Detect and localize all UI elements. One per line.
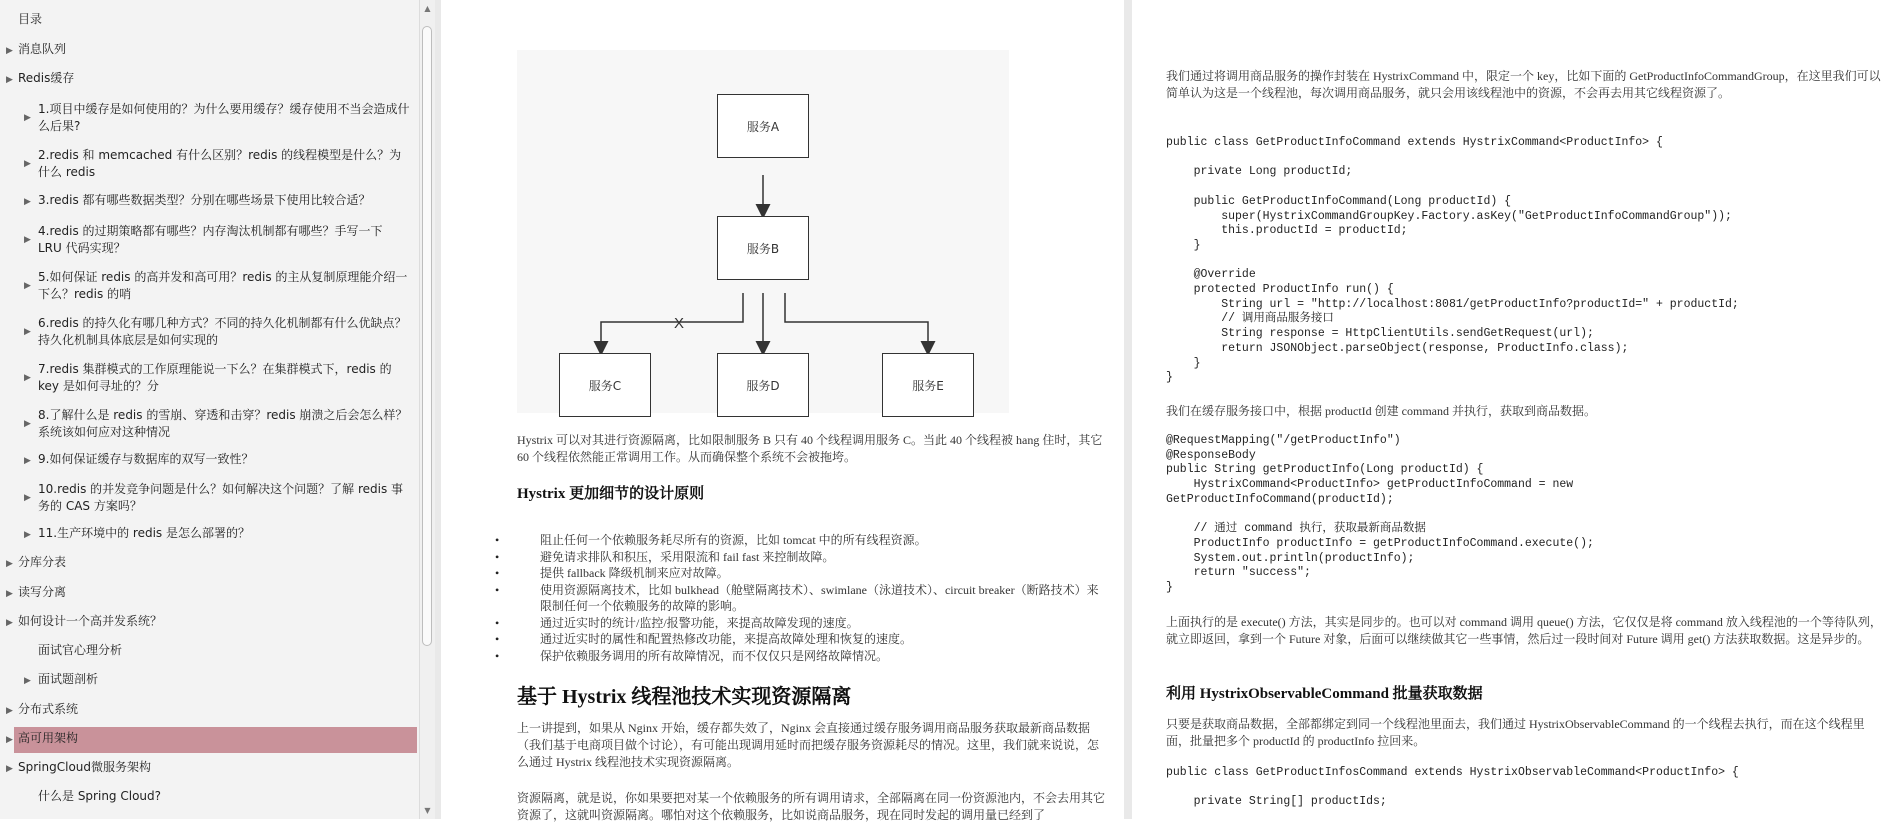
sidebar-item-label: 3.redis 都有哪些数据类型？分别在哪些场景下使用比较合适？ <box>38 193 371 207</box>
expand-arrow-icon[interactable]: ▶ <box>24 493 31 503</box>
expand-arrow-icon[interactable]: ▶ <box>24 197 31 207</box>
code-get-product-info-command: public class GetProductInfoCommand extends HystrixCommand<ProductInfo> { private Long productId; public GetProductInfoCommand(Long productId) { super(HystrixCommandGroupKey.Factory.asKey("GetProductInfoCommandGroup")); this.productId = productId; } @Override protected ProductInfo run() { String url = "http://localhost:8081/getProductInfo?productId=" + productId; // 调用商品服务接口 String response = HttpClientUtils.sendGetRequest(url); return JSONObject.parseObject(response, ProductInfo.class); } } <box>1166 136 1739 385</box>
sidebar-item-11[interactable] <box>0 448 420 474</box>
blocked-mark: X <box>674 315 685 332</box>
sidebar-item-17[interactable] <box>0 639 420 665</box>
expand-arrow-icon[interactable]: ▶ <box>24 281 31 291</box>
expand-arrow-icon[interactable]: ▶ <box>6 75 13 85</box>
sidebar-item-label: 什么是 Spring Cloud? <box>38 789 162 803</box>
sidebar-item-label: 1.项目中缓存是如何使用的？为什么要用缓存？缓存使用不当会造成什么后果? <box>38 102 410 133</box>
sidebar-item-3[interactable] <box>0 98 420 142</box>
expand-arrow-icon[interactable]: ▶ <box>6 764 13 774</box>
sidebar-item-label: 8.了解什么是 redis 的雪崩、穿透和击穿？redis 崩溃之后会怎么样？系统该如何应对这种情况 <box>38 408 408 439</box>
service-isolation-diagram <box>517 50 1009 413</box>
paragraph-batch-fetch: 只要是获取商品数据，全部都绑定到同一个线程池里面去，我们通过 HystrixObservableCommand 的一个线程去执行，而在这个线程里面，批量把多个 productId 的 productInfo 拉回来。 <box>1166 717 1865 748</box>
sidebar-item-7[interactable] <box>0 266 420 310</box>
sidebar-item-22[interactable] <box>0 785 420 811</box>
expand-arrow-icon[interactable]: ▶ <box>24 327 31 337</box>
sidebar-item-4[interactable] <box>0 144 420 188</box>
sidebar-item-label: 面试题剖析 <box>38 672 99 686</box>
sidebar-item-label: 11.生产环境中的 redis 是怎么部署的？ <box>38 526 250 540</box>
node-service-e: 服务E <box>882 353 974 417</box>
node-service-d: 服务D <box>717 353 809 417</box>
sidebar-item-label: 如何设计一个高并发系统？ <box>18 614 163 628</box>
sidebar-scrollbar[interactable] <box>419 0 435 819</box>
sidebar-item-13[interactable] <box>0 522 420 548</box>
paragraph-hystrixcommand-intro: 我们通过将调用商品服务的操作封装在 HystrixCommand 中，限定一个 key，比如下面的 GetProductInfoCommandGroup，在这里我们可以简单认为这是一个线程池，每次调用商品服务，就只会用该线程池中的资源，不会再去用其它线程资源了。 <box>1166 69 1881 100</box>
principle-item: • 通过近实时的统计/监控/报警功能，来提高故障发现的速度。 <box>495 615 1107 632</box>
scroll-up-icon[interactable]: ▲ <box>424 4 431 13</box>
sidebar-item-1[interactable] <box>0 38 420 64</box>
sidebar-item-2[interactable] <box>0 67 420 93</box>
toc-sidebar <box>0 0 420 819</box>
sidebar-item-9[interactable] <box>0 358 420 402</box>
node-service-b: 服务B <box>717 216 809 280</box>
code-request-mapping: @RequestMapping("/getProductInfo") @ResponseBody public String getProductInfo(Long productId) { HystrixCommand<ProductInfo> getProductInfoCommand = new GetProductInfoCommand(productId); // 通过 command 执行，获取最新商品数据 ProductInfo productInfo = getProductInfoCommand.execute(); System.out.println(productInfo); return "success"; } <box>1166 434 1594 595</box>
expand-arrow-icon[interactable]: ▶ <box>24 676 31 686</box>
sidebar-item-8[interactable] <box>0 312 420 356</box>
expand-arrow-icon[interactable]: ▶ <box>24 373 31 383</box>
sidebar-item-label: 读写分离 <box>18 585 67 599</box>
sidebar-item-label: 分布式系统 <box>18 702 79 716</box>
sidebar-item-label: Redis缓存 <box>18 71 75 85</box>
sidebar-item-0[interactable] <box>0 8 420 34</box>
document-view <box>435 0 1882 822</box>
paragraph-resource-isolation: 资源隔离，就是说，你如果要把对某一个依赖服务的所有调用请求，全部隔离在同一份资源池内，不会去用其它资源了，这就叫资源隔离。哪怕对这个依赖服务，比如说商品服务，现在同时发起的调用量已经到了 <box>517 791 1106 822</box>
document-page-left <box>441 0 1124 822</box>
sidebar-item-18[interactable] <box>0 668 420 694</box>
paragraph-hystrix-isolation: Hystrix 可以对其进行资源隔离，比如限制服务 B 只有 40 个线程调用服务 C。当此 40 个线程被 hang 住时，其它 60 个线程依然能正常调用工作。从而确保整个系统不会被拖垮。 <box>517 433 1103 464</box>
sidebar-item-15[interactable] <box>0 581 420 607</box>
node-service-a: 服务A <box>717 94 809 158</box>
sidebar-item-5[interactable] <box>0 189 420 215</box>
expand-arrow-icon[interactable]: ▶ <box>24 530 31 540</box>
scroll-thumb[interactable] <box>422 26 432 646</box>
expand-arrow-icon[interactable]: ▶ <box>6 46 13 56</box>
expand-arrow-icon[interactable]: ▶ <box>24 456 31 466</box>
expand-arrow-icon[interactable]: ▶ <box>6 589 13 599</box>
principles-list <box>495 532 1107 664</box>
paragraph-execute-queue: 上面执行的是 execute() 方法，其实是同步的。也可以对 command 调用 queue() 方法，它仅仅是将 command 放入线程池的一个等待队列，就立即返回，拿到一个 Future 对象，后面可以继续做其它一些事情，然后过一段时间对 Future 调用 get() 方法获取数据。这是异步的。 <box>1166 615 1882 646</box>
principle-item: • 使用资源隔离技术，比如 bulkhead（舱壁隔离技术）、swimlane（泳道技术）、circuit breaker（断路技术）来限制任何一个依赖服务的故障的影响。 <box>495 582 1107 615</box>
principle-item: • 通过近实时的属性和配置热修改功能，来提高故障处理和恢复的速度。 <box>495 631 1107 648</box>
paragraph-nginx-cache: 上一讲提到，如果从 Nginx 开始，缓存都失效了，Nginx 会直接通过缓存服务调用商品服务获取最新商品数据（我们基于电商项目做个讨论），有可能出现调用延时而把缓存服务资源耗尽的情况。这里，我们就来说说，怎么通过 Hystrix 线程池技术实现资源隔离。 <box>517 721 1100 769</box>
sidebar-item-label: 面试官心理分析 <box>38 643 123 657</box>
sidebar-item-label: 9.如何保证缓存与数据库的双写一致性？ <box>38 452 254 466</box>
sidebar-item-label: 6.redis 的持久化有哪几种方式？不同的持久化机制都有什么优缺点？持久化机制具体底层是如何实现的 <box>38 316 407 347</box>
node-service-c: 服务C <box>559 353 651 417</box>
sidebar-item-label: 10.redis 的并发竞争问题是什么？如何解决这个问题？了解 redis 事务的 CAS 方案吗？ <box>38 482 404 513</box>
sidebar-item-16[interactable] <box>0 610 420 636</box>
heading-observable-command: 利用 HystrixObservableCommand 批量获取数据 <box>1166 686 1483 702</box>
heading-threadpool-isolation: 基于 Hystrix 线程池技术实现资源隔离 <box>517 686 852 708</box>
sidebar-item-label: 消息队列 <box>18 42 67 56</box>
sidebar-item-20[interactable] <box>6 727 417 753</box>
sidebar-item-label: 5.如何保证 redis 的高并发和高可用？redis 的主从复制原理能介绍一下么？redis 的哨 <box>38 270 408 301</box>
expand-arrow-icon[interactable]: ▶ <box>24 419 31 429</box>
expand-arrow-icon[interactable]: ▶ <box>24 235 31 245</box>
code-get-product-infos-command: public class GetProductInfosCommand extends HystrixObservableCommand<ProductInfo> { private String[] productIds; <box>1166 766 1739 809</box>
sidebar-item-label: SpringCloud微服务架构 <box>18 760 152 774</box>
principle-item: • 提供 fallback 降级机制来应对故障。 <box>495 565 1107 582</box>
principle-item: • 阻止任何一个依赖服务耗尽所有的资源，比如 tomcat 中的所有线程资源。 <box>495 532 1107 549</box>
scroll-down-icon[interactable]: ▼ <box>424 806 431 815</box>
expand-arrow-icon[interactable]: ▶ <box>24 159 31 169</box>
expand-arrow-icon[interactable]: ▶ <box>24 113 31 123</box>
sidebar-item-12[interactable] <box>0 478 420 522</box>
sidebar-item-6[interactable] <box>0 220 420 264</box>
sidebar-item-21[interactable] <box>0 756 420 782</box>
sidebar-item-label: 7.redis 集群模式的工作原理能说一下么？在集群模式下，redis 的 key 是如何寻址的？分 <box>38 362 392 393</box>
sidebar-item-10[interactable] <box>0 404 420 448</box>
principle-item: • 避免请求排队和积压，采用限流和 fail fast 来控制故障。 <box>495 549 1107 566</box>
sidebar-item-label: 4.redis 的过期策略都有哪些？内存淘汰机制都有哪些？手写一下 LRU 代码实现？ <box>38 224 383 255</box>
sidebar-item-14[interactable] <box>0 551 420 577</box>
expand-arrow-icon[interactable]: ▶ <box>6 706 13 716</box>
principle-item: • 保护依赖服务调用的所有故障情况，而不仅仅只是网络故障情况。 <box>495 648 1107 665</box>
document-page-right <box>1132 0 1882 819</box>
sidebar-item-label: 目录 <box>18 12 43 26</box>
sidebar-item-19[interactable] <box>0 698 420 724</box>
expand-arrow-icon[interactable]: ▶ <box>6 618 13 628</box>
sidebar-item-label: 高可用架构 <box>18 731 79 745</box>
heading-design-principles: Hystrix 更加细节的设计原则 <box>517 486 705 502</box>
sidebar-item-label: 分库分表 <box>18 555 67 569</box>
sidebar-item-label: 2.redis 和 memcached 有什么区别？redis 的线程模型是什么？为什么 redis <box>38 148 402 179</box>
paragraph-cache-service: 我们在缓存服务接口中，根据 productId 创建 command 并执行，获取到商品数据。 <box>1166 404 1596 418</box>
expand-arrow-icon[interactable]: ▶ <box>6 735 13 745</box>
expand-arrow-icon[interactable]: ▶ <box>6 559 13 569</box>
